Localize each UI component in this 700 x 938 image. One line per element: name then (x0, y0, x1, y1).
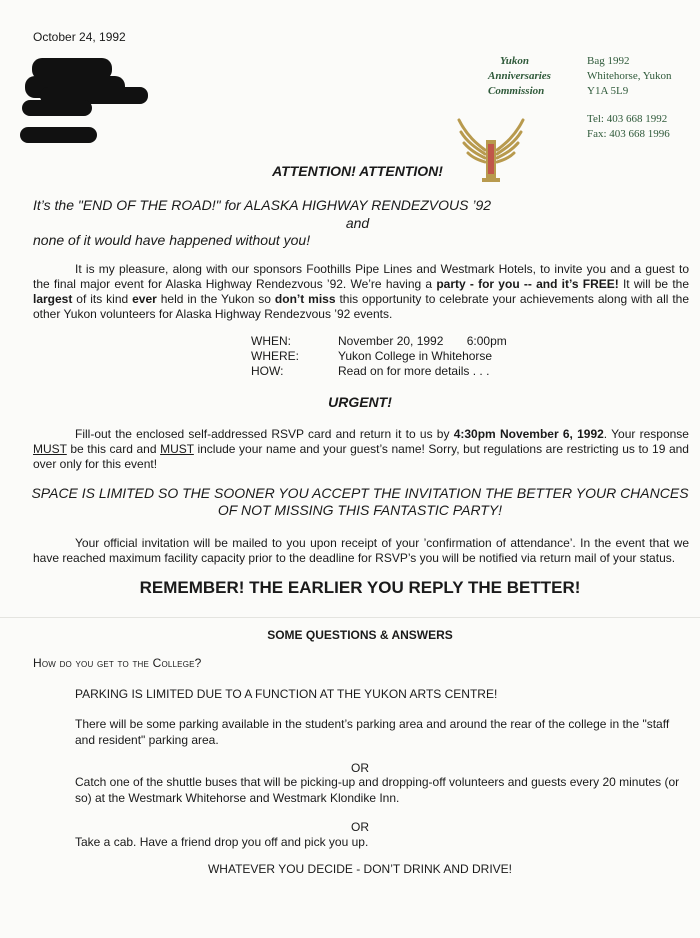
contact-numbers: Tel: 403 668 1992 Fax: 403 668 1996 (587, 113, 670, 140)
question-how-to-get: How do you get to the College? (33, 656, 202, 670)
event-where-value: Yukon College in Whitehorse (338, 349, 493, 363)
invitation-paragraph: It is my pleasure, along with our sponsors Foothills Pipe Lines and Westmark Hotels, to invite you and a guest to the final major event for Alaska Highway Rendezvous ’92. We’re having a party - for you -- and it’s FREE! It will be the largest of its kind ever held in the Yukon so don’t miss this opportunity to celebrate your achievements along with all the other Yukon volunteers for Alaska Highway Rendezvous ’92 events. (33, 262, 690, 321)
official-invitation-paragraph: Your official invitation will be mailed to you upon receipt of your ’confirmation of attendance’. In the event that we have reached maximum facility capacity prior to the deadline for RSVP’s you will be notified via return mail of your status. (33, 536, 689, 565)
mailing-address: Bag 1992 Whitehorse, Yukon Y1A 5L9 (587, 55, 672, 97)
redaction-mark (22, 100, 92, 116)
cab-answer: Take a cab. Have a friend drop you off and pick you up. (75, 835, 369, 849)
headline-end-of-road: It’s the "END OF THE ROAD!" for ALASKA HIGHWAY RENDEZVOUS ’92 (33, 197, 492, 213)
shuttle-answer: Catch one of the shuttle buses that will be picking-up and dropping-off volunteers and guests every 20 minutes (or so) at the Westmark Whitehorse and Westmark Klondike Inn. (75, 775, 680, 805)
event-when-value: November 20, 1992 6:00pm (338, 334, 507, 348)
organization-name: Yukon Anniversaries Commission (488, 55, 551, 97)
urgent-heading: URGENT! (328, 394, 392, 410)
qa-heading: SOME QUESTIONS & ANSWERS (267, 628, 453, 642)
headline-and: and (345, 215, 370, 231)
event-when-label: WHEN: (251, 334, 291, 348)
parking-limited-notice: PARKING IS LIMITED DUE TO A FUNCTION AT THE YUKON ARTS CENTRE! (75, 687, 498, 701)
space-limited-notice: SPACE IS LIMITED SO THE SOONER YOU ACCEPT THE INVITATION THE BETTER YOUR CHANCES OF NOT MISSING THIS FANTASTIC PARTY! (31, 485, 689, 518)
closing-warning: WHATEVER YOU DECIDE - DON’T DRINK AND DRIVE! (207, 862, 513, 876)
or-divider: OR (351, 761, 369, 775)
event-how-value: Read on for more details . . . (338, 364, 490, 378)
page-fold-line (0, 617, 700, 618)
event-where-label: WHERE: (251, 349, 299, 363)
redaction-mark (20, 127, 97, 143)
event-how-label: HOW: (251, 364, 284, 378)
or-divider: OR (351, 820, 369, 834)
parking-answer: There will be some parking available in the student’s parking area and around the rear of the college in the "staff and resident" parking area. (75, 717, 670, 747)
headline-without-you: none of it would have happened without you! (33, 232, 311, 248)
rsvp-paragraph: Fill-out the enclosed self-addressed RSVP card and return it to us by 4:30pm November 6, 1992. Your response MUST be this card and MUST include your name and your guest’s name! Sorry, but regulations are restricting us to 19 and over only for this event! (33, 427, 689, 471)
attention-heading: ATTENTION! ATTENTION! (272, 163, 443, 179)
letter-date: October 24, 1992 (33, 30, 126, 44)
remember-heading: REMEMBER! THE EARLIER YOU REPLY THE BETTER! (139, 578, 581, 597)
